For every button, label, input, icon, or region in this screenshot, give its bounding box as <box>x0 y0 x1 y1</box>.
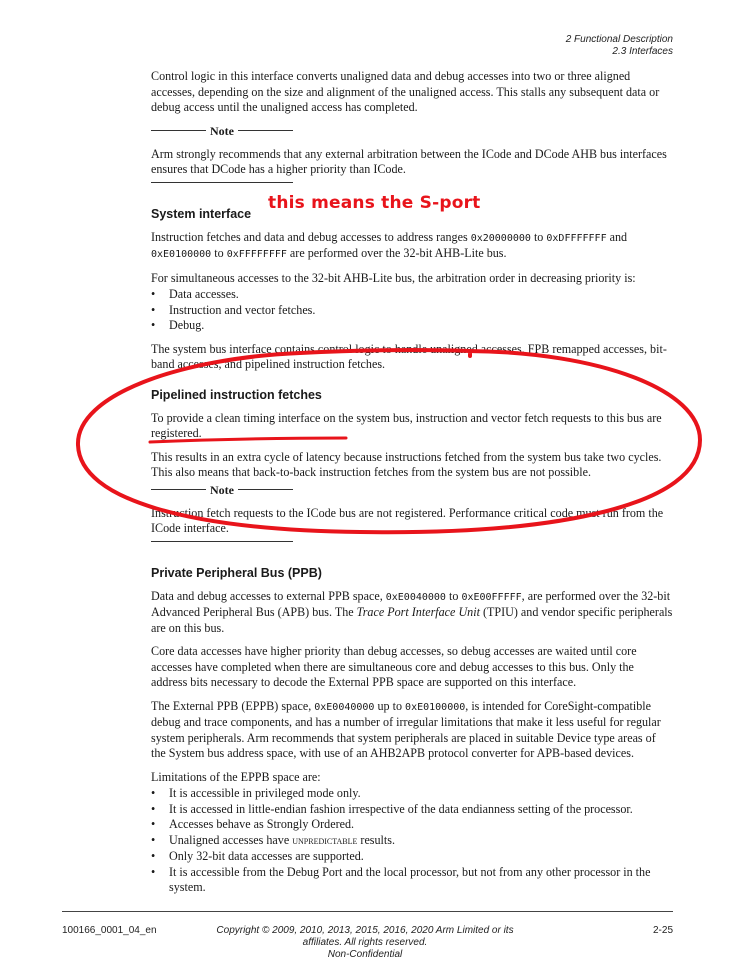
note-rule-left <box>151 130 206 131</box>
list-item: • It is accessed in little-endian fashion irrespective of the data endianness setting of the processor. <box>151 802 673 818</box>
note-header <box>151 124 293 138</box>
address-code: 0xFFFFFFFF <box>226 249 287 260</box>
note-text: Instruction fetch requests to the ICode bus are not registered. Performance critical code must run from the ICode interface. <box>151 505 664 535</box>
list-item: • Data accesses. <box>151 287 673 303</box>
copyright-line: affiliates. All rights reserved. <box>302 937 428 948</box>
ppb-paragraph-2: Core data accesses have higher priority than debug accesses, so debug accesses are waited until core accesses have completed when there are simultaneous core and debug accesses to this bus. Only the address bits necessary to decode the External PPB space are supported on this interface. <box>151 644 637 689</box>
tpiu-term: Trace Port Interface Unit <box>356 605 480 619</box>
text-run: Data and debug accesses to external PPB space, <box>151 588 386 603</box>
address-code: 0xE0040000 <box>385 591 446 603</box>
text-run: The External PPB (EPPB) space, <box>151 698 315 713</box>
unpredictable-term: unpredictable <box>292 834 358 847</box>
text-run: , are performed over the 32-bit Advanced Peripheral Bus (APB) bus. The <box>151 588 671 619</box>
text-run: to <box>445 588 462 603</box>
system-interface-paragraph-1 <box>151 230 673 263</box>
text-run: , is intended for CoreSight-compatible debug and trace components, and has a number of irregular limitations that make it less useful for regular system peripherals. Arm recommends that system peripherals are placed in suitable Device type areas of the System bus address space, with use of an AHB2APB protocol converter for APB-based devices. <box>151 698 661 760</box>
text-run: Instruction fetches and data and debug accesses to address ranges <box>151 229 471 244</box>
page-header <box>566 34 673 58</box>
pipelined-heading: Pipelined instruction fetches <box>151 387 322 402</box>
list-item: • Instruction and vector fetches. <box>151 303 673 319</box>
address-code: 0x20000000 <box>470 232 531 244</box>
address-code: 0xE0040000 <box>314 701 375 713</box>
text-run: to <box>530 229 547 244</box>
ppb-paragraph-4: Limitations of the EPPB space are: <box>151 769 321 784</box>
text-run: results. <box>357 832 396 847</box>
list-item: • It is accessible from the Debug Port and the local processor, but not from any other processor in the system. <box>151 865 673 896</box>
note-text: Arm strongly recommends that any external arbitration between the ICode and DCode AHB bus interfaces ensures that DCode has a higher priority than ICode. <box>151 146 667 176</box>
address-code: 0xE00FFFFF <box>461 591 522 603</box>
ppb-paragraph-3 <box>151 699 673 762</box>
confidentiality-line: Non-Confidential <box>327 949 403 960</box>
note-rule-right <box>238 489 293 490</box>
address-code: 0xDFFFFFFF <box>546 232 607 244</box>
list-item <box>151 833 673 850</box>
system-interface-paragraph-3: The system bus interface contains control logic to handle unaligned accesses, FPB remapped accesses, bit-band accesses, and pipelined instruction fetches. <box>151 341 667 371</box>
latency-highlight: This results in an extra cycle of latency <box>151 449 341 464</box>
ppb-heading: Private Peripheral Bus (PPB) <box>151 565 322 580</box>
copyright-notice <box>202 925 528 961</box>
pipelined-paragraph-1: To provide a clean timing interface on the system bus, instruction and vector fetch requests to this bus are registered. <box>151 410 662 440</box>
handwritten-annotation: this means the S-port <box>268 193 481 213</box>
copyright-line: Copyright © 2009, 2010, 2013, 2015, 2016, 2020 Arm Limited or its <box>216 925 514 936</box>
document-id: 100166_0001_04_en <box>62 925 157 936</box>
note-rule-right <box>238 130 293 131</box>
footer-rule <box>62 911 673 912</box>
arbitration-list <box>151 287 673 334</box>
address-code: 0xE0100000 <box>151 249 212 260</box>
list-item: • Only 32-bit data accesses are supported. <box>151 849 673 865</box>
text-run: (TPIU) and vendor specific peripherals are on this bus. <box>151 605 673 635</box>
system-interface-paragraph-2: For simultaneous accesses to the 32-bit AHB-Lite bus, the arbitration order in decreasing priority is: <box>151 270 636 285</box>
system-interface-heading: System interface <box>151 206 252 221</box>
page-number: 2-25 <box>652 925 673 936</box>
text-run: and <box>606 229 628 244</box>
text-run: Unaligned accesses have <box>169 832 293 847</box>
note-rule-left <box>151 489 206 490</box>
text-run: up to <box>374 698 406 713</box>
eppb-limitations-list <box>151 786 673 896</box>
note-header <box>151 483 293 497</box>
intro-paragraph: Control logic in this interface converts unaligned data and debug accesses into two or three aligned accesses, depending on the size and alignment of the unaligned access. This stalls any subsequent data or debug access until the unaligned access has completed. <box>151 69 660 114</box>
list-item: • Accesses behave as Strongly Ordered. <box>151 817 673 833</box>
address-code: 0xE0100000 <box>405 701 466 713</box>
header-section: 2 Functional Description <box>565 34 673 45</box>
list-item: • It is accessible in privileged mode only. <box>151 786 673 802</box>
text-run: are performed over the 32-bit AHB-Lite bus. <box>286 246 507 260</box>
pipelined-paragraph-2 <box>151 450 673 481</box>
list-item: • Debug. <box>151 318 673 334</box>
header-subsection: 2.3 Interfaces <box>612 46 673 57</box>
note-label: Note <box>210 482 234 497</box>
text-run: because instructions fetched from the system bus take two cycles. This also means that back-to-back instruction fetches from the system bus are not possible. <box>151 449 662 479</box>
text-run: to <box>211 246 227 260</box>
ppb-paragraph-1 <box>151 589 673 637</box>
note-label: Note <box>210 123 234 138</box>
